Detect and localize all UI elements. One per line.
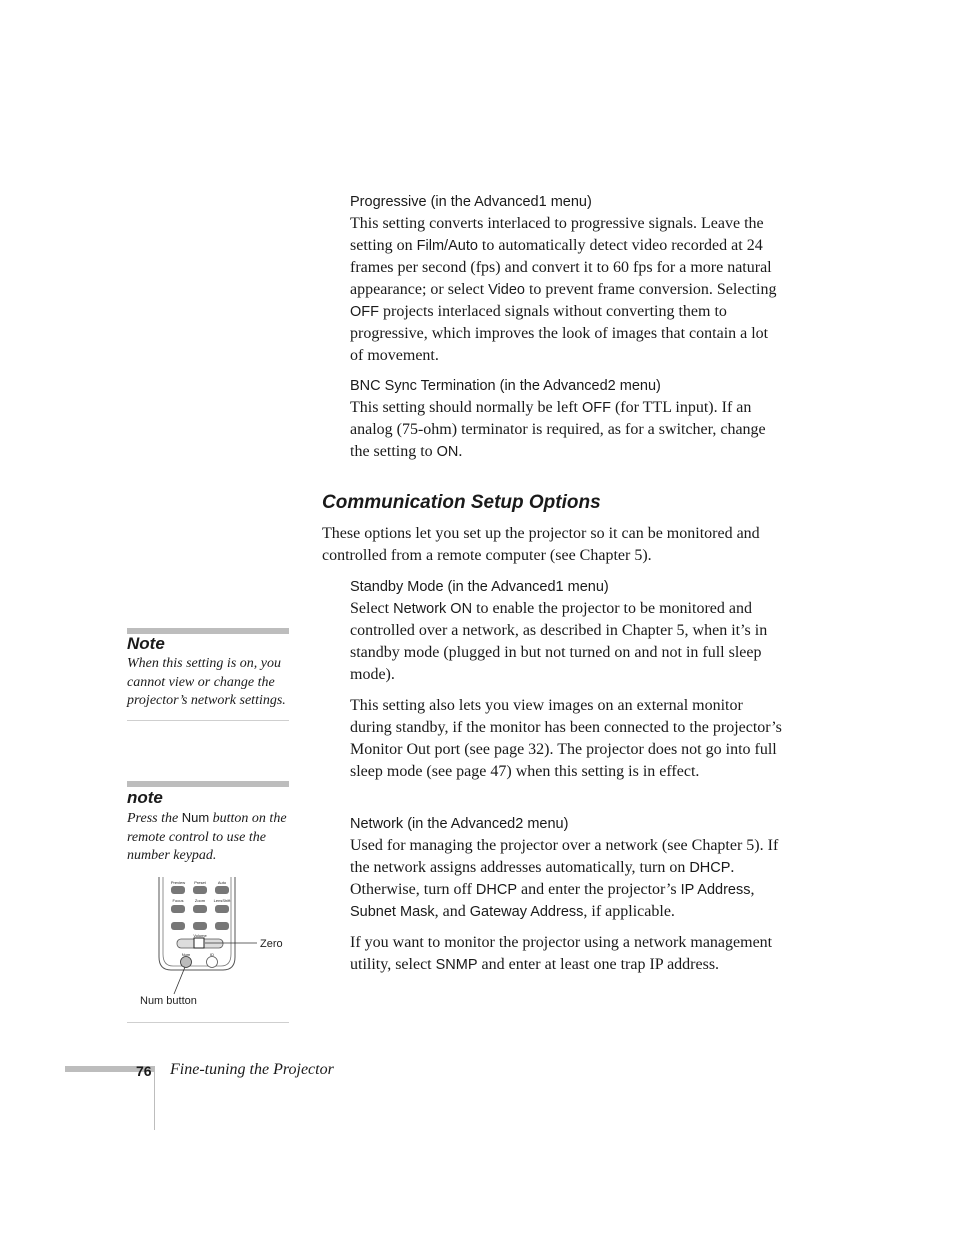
keyword-dhcp: DHCP <box>689 860 731 876</box>
keyword-film-auto: Film/Auto <box>416 238 478 254</box>
network-body-2: If you want to monitor the projector using a network management utility, select SNMP and enter at least one trap IP address. <box>350 934 773 973</box>
section-intro: These options let you set up the projector so it can be monitored and controlled from a remote computer (see Chapter 5). <box>322 525 760 564</box>
network-heading: Network (in the Advanced2 menu) <box>350 816 569 832</box>
keyword-ip-address: IP Address <box>680 882 751 898</box>
note-heading: Note <box>127 634 165 653</box>
progressive-heading: Progressive (in the Advanced1 menu) <box>350 194 592 210</box>
note-text: When this setting is on, you cannot view or change the projector’s network settings. <box>127 656 286 708</box>
key-label: Num <box>181 952 191 957</box>
progressive-body: This setting converts interlaced to progressive signals. Leave the setting on Film/Auto to automatically detect video recorded at 24 frames per second (fps) and convert it to 60 fps for a more natural appearance; or select Video to prevent frame conversion. Selecting OFF projects interlaced signals without converting them to progressive, which improves the look of images that contain a lot of movement. <box>350 215 777 364</box>
note-divider <box>127 1022 289 1023</box>
keyword-on: ON <box>436 444 459 460</box>
remote-control-illustration <box>159 877 257 994</box>
keyword-off: OFF <box>581 400 611 416</box>
key-label: Focus <box>172 898 184 903</box>
page-number: 76 <box>136 1063 152 1079</box>
zero-label: Zero <box>260 938 283 950</box>
standby-body: Select Network ON to enable the projector to be monitored and controlled over a network, as described in Chapter 5, when it’s in standby mode (plugged in but not turned on and not in full sleep mode). <box>350 600 768 683</box>
keyword-video: Video <box>488 282 525 298</box>
num-button-graphic <box>181 957 192 968</box>
note-text: Press the Num button on the remote control to use the number keypad. <box>127 810 287 863</box>
keyword-dhcp: DHCP <box>475 882 517 898</box>
key-label: Auto <box>217 880 227 885</box>
key-label: Zoom <box>194 898 206 903</box>
num-leader-line <box>174 967 185 994</box>
standby-heading: Standby Mode (in the Advanced1 menu) <box>350 579 609 595</box>
key-label: Preview <box>170 880 186 885</box>
bnc-body: This setting should normally be left OFF (for TTL input). If an analog (75-ohm) terminator is required, as for a switcher, change the setting to ON. <box>350 399 766 460</box>
keypad-row-2 <box>171 905 229 913</box>
keyword-off: OFF <box>350 304 379 320</box>
keyword-gateway-address: Gateway Address <box>469 904 584 920</box>
id-button-graphic <box>207 957 218 968</box>
bnc-heading: BNC Sync Termination (in the Advanced2 menu) <box>350 378 661 394</box>
section-title: Communication Setup Options <box>322 492 601 513</box>
note-divider <box>127 720 289 721</box>
num-button-label: Num button <box>140 995 197 1007</box>
key-label: Preset <box>194 880 206 885</box>
keyword-snmp: SNMP <box>435 957 478 973</box>
key-label: ID <box>210 952 214 957</box>
keypad-row-1 <box>171 886 229 894</box>
key-label: Volume <box>193 933 207 938</box>
footer-divider <box>154 1066 155 1130</box>
key-label: LensShift <box>213 898 231 903</box>
keyword-subnet-mask: Subnet Mask <box>350 904 435 920</box>
chapter-title: Fine-tuning the Projector <box>170 1061 334 1078</box>
keypad-row-3 <box>171 922 229 930</box>
keyword-num: Num <box>181 810 210 825</box>
network-body: Used for managing the projector over a network (see Chapter 5). If the network assigns addresses automatically, turn on DHCP. Otherwise, turn off DHCP and enter the projector’s IP Address, Subnet Mask, and Gateway Address, if applicable. <box>350 837 779 920</box>
note-bar <box>127 781 289 787</box>
keyword-network-on: Network ON <box>393 601 473 617</box>
standby-body-2: This setting also lets you view images on an external monitor during standby, if the monitor has been connected to the projector’s Monitor Out port (see page 32). The projector does not go into full sleep mode (see page 47) when this setting is in effect. <box>350 697 782 780</box>
note-heading: note <box>127 788 163 807</box>
remote-control-figure <box>127 872 289 1012</box>
